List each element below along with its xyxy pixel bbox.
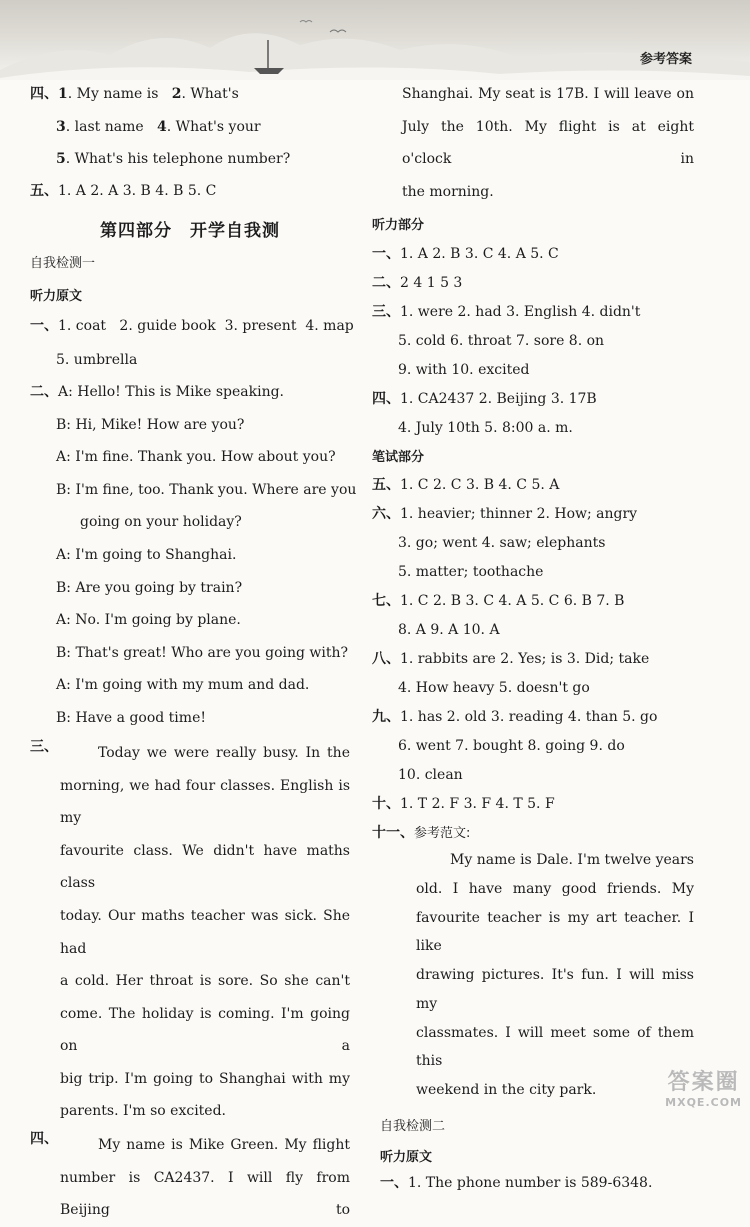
- watermark-title: 答案圈: [667, 1070, 740, 1095]
- watermark: [665, 1065, 742, 1109]
- answer-line: 4. July 10th 5. 8:00 a. m.: [398, 420, 573, 437]
- essay-line: drawing pictures. It's fun. I will miss my: [416, 967, 694, 1012]
- passage-line: morning, we had four classes. English is my: [60, 777, 350, 827]
- dialog-line: 二、A: Hello! This is Mike speaking.: [30, 384, 285, 400]
- passage-line: today. Our maths teacher was sick. She had: [60, 907, 350, 957]
- passage-line: parents. I'm so excited.: [60, 1103, 227, 1120]
- passage-line: Shanghai. My seat is 17B. I will leave on: [402, 86, 694, 102]
- header-banner: [0, 0, 750, 80]
- listening-label: 听力原文: [30, 289, 83, 304]
- answer-line: 五、1. C 2. C 3. B 4. C 5. A: [372, 477, 560, 494]
- answer-line: 3. last name 4. What's your: [56, 119, 261, 135]
- dialog-line: A: I'm fine. Thank you. How about you?: [56, 449, 336, 466]
- left-column: [30, 80, 357, 1227]
- dialog-line: B: That's great! Who are you going with?: [56, 644, 349, 661]
- answer-line: 5. What's his telephone number?: [56, 151, 291, 167]
- answer-line: 三、1. were 2. had 3. English 4. didn't: [372, 304, 641, 321]
- passage-line: July the 10th. My flight is at eight o'clock in: [402, 118, 694, 168]
- dialog-line: B: Have a good time!: [56, 709, 206, 726]
- passage-4-continued: [372, 78, 694, 208]
- dialog-line: A: I'm going with my mum and dad.: [56, 677, 310, 694]
- answer-line: 四、1. CA2437 2. Beijing 3. 17B: [372, 391, 597, 408]
- test-label: 自我检测二: [380, 1118, 446, 1134]
- dialog: [30, 382, 357, 728]
- listening-part-label: 听力部分: [372, 218, 425, 234]
- written-part-label: 笔试部分: [372, 450, 425, 466]
- passage-line: big trip. I'm going to Shanghai with my: [60, 1070, 350, 1087]
- header-label: 参考答案: [639, 52, 692, 67]
- essay-line: classmates. I will meet some of them this: [416, 1024, 694, 1070]
- dialog-line: A: I'm going to Shanghai.: [56, 546, 237, 563]
- answer-line: 5. cold 6. throat 7. sore 8. on: [398, 333, 605, 350]
- dialog-line: B: Are you going by train?: [56, 579, 243, 596]
- answer-line: 一、1. A 2. B 3. C 4. A 5. C: [372, 246, 559, 263]
- essay-line: weekend in the city park.: [416, 1082, 597, 1098]
- essay-line: My name is Dale. I'm twelve years: [450, 852, 694, 869]
- answer-line: 四、1. My name is 2. What's: [30, 86, 239, 102]
- passage-line: number is CA2437. I will fly from Beijing to: [60, 1169, 350, 1219]
- passage-line: the morning.: [402, 183, 494, 200]
- essay-line: favourite teacher is my art teacher. I like: [416, 909, 694, 955]
- listening-label: 听力原文: [380, 1149, 433, 1165]
- right-column: [372, 80, 694, 1193]
- answer-line: 八、1. rabbits are 2. Yes; is 3. Did; take: [372, 651, 650, 668]
- answer-line: 五、1. A 2. A 3. B 4. B 5. C: [30, 183, 217, 199]
- dialog-line: A: No. I'm going by plane.: [56, 612, 241, 629]
- answer-line: 六、1. heavier; thinner 2. How; angry: [372, 506, 638, 523]
- answer-line: 一、1. coat 2. guide book 3. present 4. map: [30, 318, 354, 334]
- essay-line: old. I have many good friends. My: [416, 881, 694, 898]
- test-label: 自我检测一: [30, 256, 96, 271]
- dialog-line: B: I'm fine, too. Thank you. Where are you: [56, 481, 357, 498]
- section-title: 第四部分 开学自我测: [100, 221, 280, 241]
- passage-line: come. The holiday is coming. I'm going on a: [60, 1005, 350, 1055]
- passage-3: 三、 Today we were really busy. In the morning, we had four classes. English is my favourite class. We didn't have maths class today. Our maths teacher was sick. She had a cold. Her throat is sore. So she can't come. The holiday is coming. I'm going on a big trip. I'm going to Shanghai with my parents. I'm so excited.: [30, 737, 350, 1128]
- dialog-line: B: Hi, Mike! How are you?: [56, 416, 245, 433]
- answer-line: 十、1. T 2. F 3. F 4. T 5. F: [372, 796, 555, 813]
- answer-line: 十一、参考范文:: [372, 825, 471, 842]
- answer-line: 10. clean: [398, 767, 463, 784]
- model-essay: [372, 846, 694, 1104]
- passage-line: a cold. Her throat is sore. So she can't: [60, 973, 350, 990]
- answer-line: 9. with 10. excited: [398, 362, 530, 379]
- mountain-boat-illustration: [0, 0, 750, 80]
- passage-line: My name is Mike Green. My flight: [98, 1137, 350, 1154]
- answer-line: 九、1. has 2. old 3. reading 4. than 5. go: [372, 709, 658, 726]
- answer-line: 5. umbrella: [56, 352, 138, 368]
- passage-line: favourite class. We didn't have maths class: [60, 842, 350, 892]
- passage-line: Today we were really busy. In the: [98, 744, 350, 761]
- watermark-url: MXQE.COM: [665, 1096, 742, 1109]
- dialog-line: going on your holiday?: [80, 514, 242, 531]
- answer-line: 5. matter; toothache: [398, 564, 544, 581]
- answer-line: 4. How heavy 5. doesn't go: [398, 680, 590, 697]
- answer-line: 一、1. The phone number is 589-6348.: [380, 1174, 653, 1191]
- answer-line: 二、2 4 1 5 3: [372, 275, 463, 292]
- answer-line: 3. go; went 4. saw; elephants: [398, 535, 606, 552]
- answer-line: 8. A 9. A 10. A: [398, 622, 500, 639]
- answer-line: 七、1. C 2. B 3. C 4. A 5. C 6. B 7. B: [372, 593, 625, 610]
- passage-4: 四、 My name is Mike Green. My flight number is CA2437. I will fly from Beijing to: [30, 1129, 350, 1227]
- answer-line: 6. went 7. bought 8. going 9. do: [398, 738, 625, 755]
